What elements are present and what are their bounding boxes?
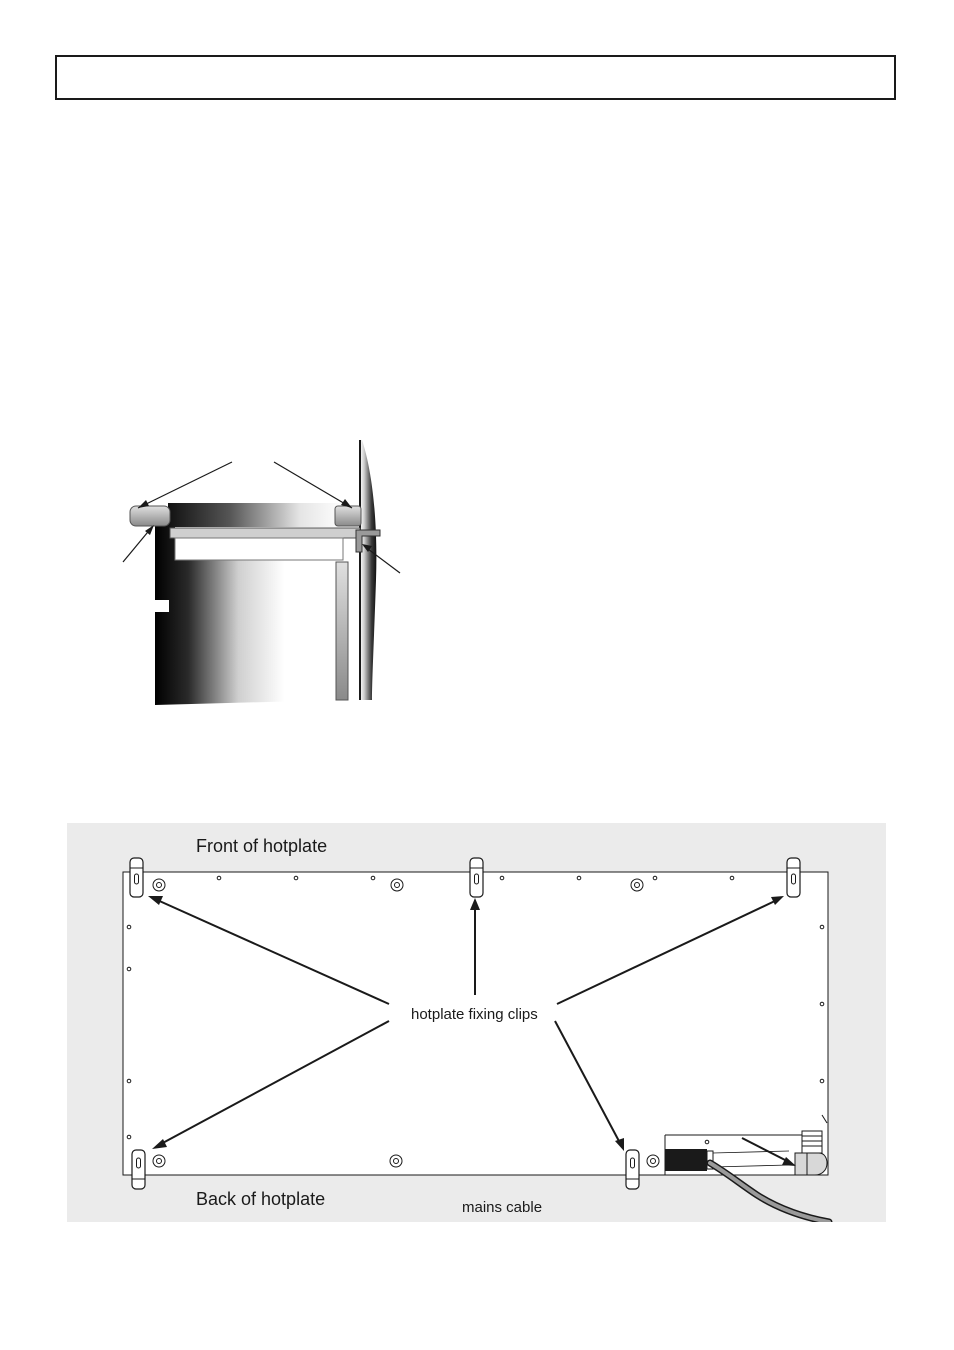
- fixing-clip-front-left: [130, 858, 143, 897]
- pointer-line-left-top: [138, 462, 232, 508]
- support-rail: [170, 528, 360, 538]
- support-rail-shadow: [175, 538, 343, 560]
- terminal-block: [665, 1149, 707, 1171]
- fixing-clip-front-right: [787, 858, 800, 897]
- inner-trim-vertical: [336, 562, 348, 700]
- mains-cable-label: mains cable: [462, 1199, 543, 1216]
- hotplate-underside-panel: [67, 823, 886, 1222]
- cabinet-notch: [155, 600, 169, 612]
- back-of-hotplate-label: Back of hotplate: [196, 1189, 326, 1209]
- wall-shape: [360, 440, 376, 700]
- fixing-clip-back-right: [626, 1150, 639, 1189]
- worktop-left: [130, 506, 170, 526]
- fixing-clip-front-middle: [470, 858, 483, 897]
- pointer-line-right-top: [274, 462, 352, 508]
- hotplate-fixing-clips-label: hotplate fixing clips: [411, 1006, 538, 1023]
- hotplate-slab: [168, 503, 344, 527]
- front-of-hotplate-label: Front of hotplate: [196, 836, 328, 856]
- fixing-clip-back-left: [132, 1150, 145, 1189]
- worktop-right: [335, 506, 361, 526]
